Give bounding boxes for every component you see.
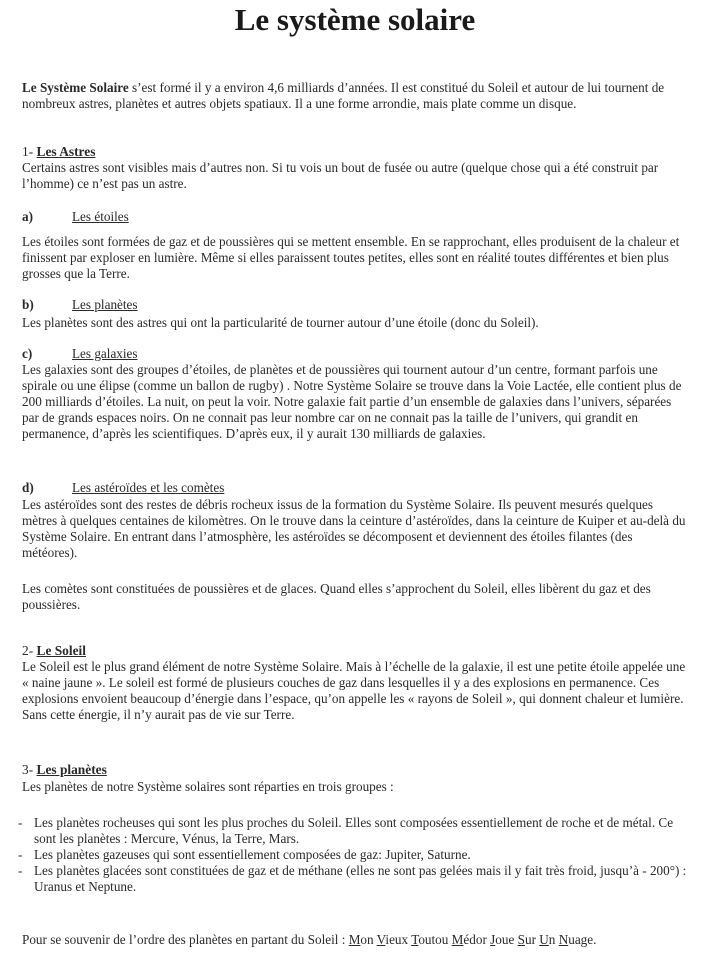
mnemonic-word: Toutou <box>411 932 449 947</box>
mnemonic-lead: Pour se souvenir de l’ordre des planètes en partant du Soleil : <box>22 932 349 947</box>
paragraph-cometes: Les comètes sont constituées de poussières et de glaces. Quand elles s’approchent du Soleil, elles libèrent du gaz et des poussières. <box>22 581 651 612</box>
paragraph-etoiles: Les étoiles sont formées de gaz et de poussières qui se mettent ensemble. En se rapprochant, elles produisent de la chaleur et finissent par exploser en lumière. Même si elles paraissent toutes petites, elles sont en réalité toutes différentes et bien plus grosses que la Terre. <box>22 234 680 281</box>
section-number: 3- <box>22 762 37 777</box>
section-heading-planetes <box>22 762 107 778</box>
intro-text: s’est formé il y a environ 4,6 milliards d’années. Il est constitué du Soleil et autour de lui tournent de nombreux astres, planètes et autres objets spatiaux. Il a une forme arrondie, mais plate comme un disque. <box>22 80 665 111</box>
sub-letter: d) <box>22 480 34 495</box>
subheading-galaxies <box>22 346 138 362</box>
planet-groups-list <box>18 815 690 895</box>
intro-lead: Le Système Solaire <box>22 80 129 95</box>
subheading-etoiles <box>22 209 129 225</box>
subheading-asteroides <box>22 480 224 496</box>
mnemonic-word: Sur <box>517 932 536 947</box>
list-item: - Les planètes rocheuses qui sont les plus proches du Soleil. Elles sont composées essentiellement de roche et de métal. Ce sont les planètes : Mercure, Vénus, la Terre, Mars. <box>18 815 690 847</box>
section-heading-soleil <box>22 643 86 659</box>
intro-paragraph <box>22 80 690 112</box>
section-text-astres: Certains astres sont visibles mais d’autres non. Si tu vois un bout de fusée ou autre (quelque chose qui a été construit par l’homme) ce n’est pas un astre. <box>22 160 659 191</box>
mnemonic-word: Mon <box>348 932 374 947</box>
mnemonic-line <box>22 932 702 948</box>
section-title: Les Astres <box>36 144 96 159</box>
section-title: Les planètes <box>36 762 107 777</box>
sub-title: Les astéroïdes et les comètes <box>72 480 225 495</box>
sub-letter: b) <box>22 297 34 312</box>
paragraph-galaxies: Les galaxies sont des groupes d’étoiles, de planètes et de poussières qui tournent autour d’un centre, formant parfois une spirale ou une élipse (comme un ballon de rugby) . Notre Système Solaire se trouve dans la Voie Lactée, elle contient plus de 200 milliards d’étoiles. La nuit, on peut la voir. Notre galaxie fait partie d’un ensemble de galaxies dans l’univers, séparées par de grands espaces noirs. On ne connait pas leur nombre car on ne connait pas la taille de l’univers, qui grandit en permanence, d’après les scientifiques. D’après eux, il y aurait 130 milliards de galaxies. <box>22 362 682 441</box>
mnemonic-word: Médor <box>451 932 487 947</box>
mnemonic-word: Vieux <box>376 932 409 947</box>
section-number: 1- <box>22 144 37 159</box>
sub-letter: a) <box>22 209 33 224</box>
sub-title: Les galaxies <box>72 346 138 361</box>
paragraph-asteroides: Les astéroïdes sont des restes de débris rocheux issus de la formation du Système Solaire. Ils peuvent mesurés quelques mètres à quelques centaines de kilomètres. On le trouve dans la ceinture d’astéroïdes, dans la ceinture de Kuiper et au-delà du Système Solaire. En entrant dans l’atmosphère, les astéroïdes se décomposent et deviennent des étoiles filantes (des météores). <box>22 497 686 560</box>
section-heading-astres <box>22 144 95 160</box>
sub-title: Les étoiles <box>72 209 129 224</box>
list-item: - Les planètes glacées sont constituées de gaz et de méthane (elles ne sont pas gelées mais il y fait très froid, jusqu’à - 200°) : Uranus et Neptune. <box>18 863 690 895</box>
mnemonic-word: Un <box>539 932 556 947</box>
mnemonic-word: Nuage. <box>558 932 597 947</box>
section-number: 2- <box>22 643 37 658</box>
list-item: - Les planètes gazeuses qui sont essentiellement composées de gaz: Jupiter, Saturne. <box>18 847 690 863</box>
subheading-planetes <box>22 297 138 313</box>
paragraph-planetes: Les planètes sont des astres qui ont la particularité de tourner autour d’une étoile (donc du Soleil). <box>22 315 539 330</box>
sub-letter: c) <box>22 346 33 361</box>
sub-title: Les planètes <box>72 297 138 312</box>
page-title: Le système solaire <box>234 2 476 37</box>
paragraph-soleil: Le Soleil est le plus grand élément de notre Système Solaire. Mais à l’échelle de la galaxie, il est une petite étoile appelée une « naine jaune ». Le soleil est formé de plusieurs couches de gaz dans lesquelles il y a des explosions en permanence. Ces explosions envoient beaucoup d’énergie dans l’espace, qu’on appelle les « rayons de Soleil », qui donnent chaleur et lumière. Sans cette énergie, il n’y aurait pas de vie sur Terre. <box>22 659 686 722</box>
mnemonic-word: Joue <box>490 932 515 947</box>
section-title: Le Soleil <box>36 643 86 658</box>
paragraph-planetes-groupes: Les planètes de notre Système solaires sont réparties en trois groupes : <box>22 779 394 794</box>
